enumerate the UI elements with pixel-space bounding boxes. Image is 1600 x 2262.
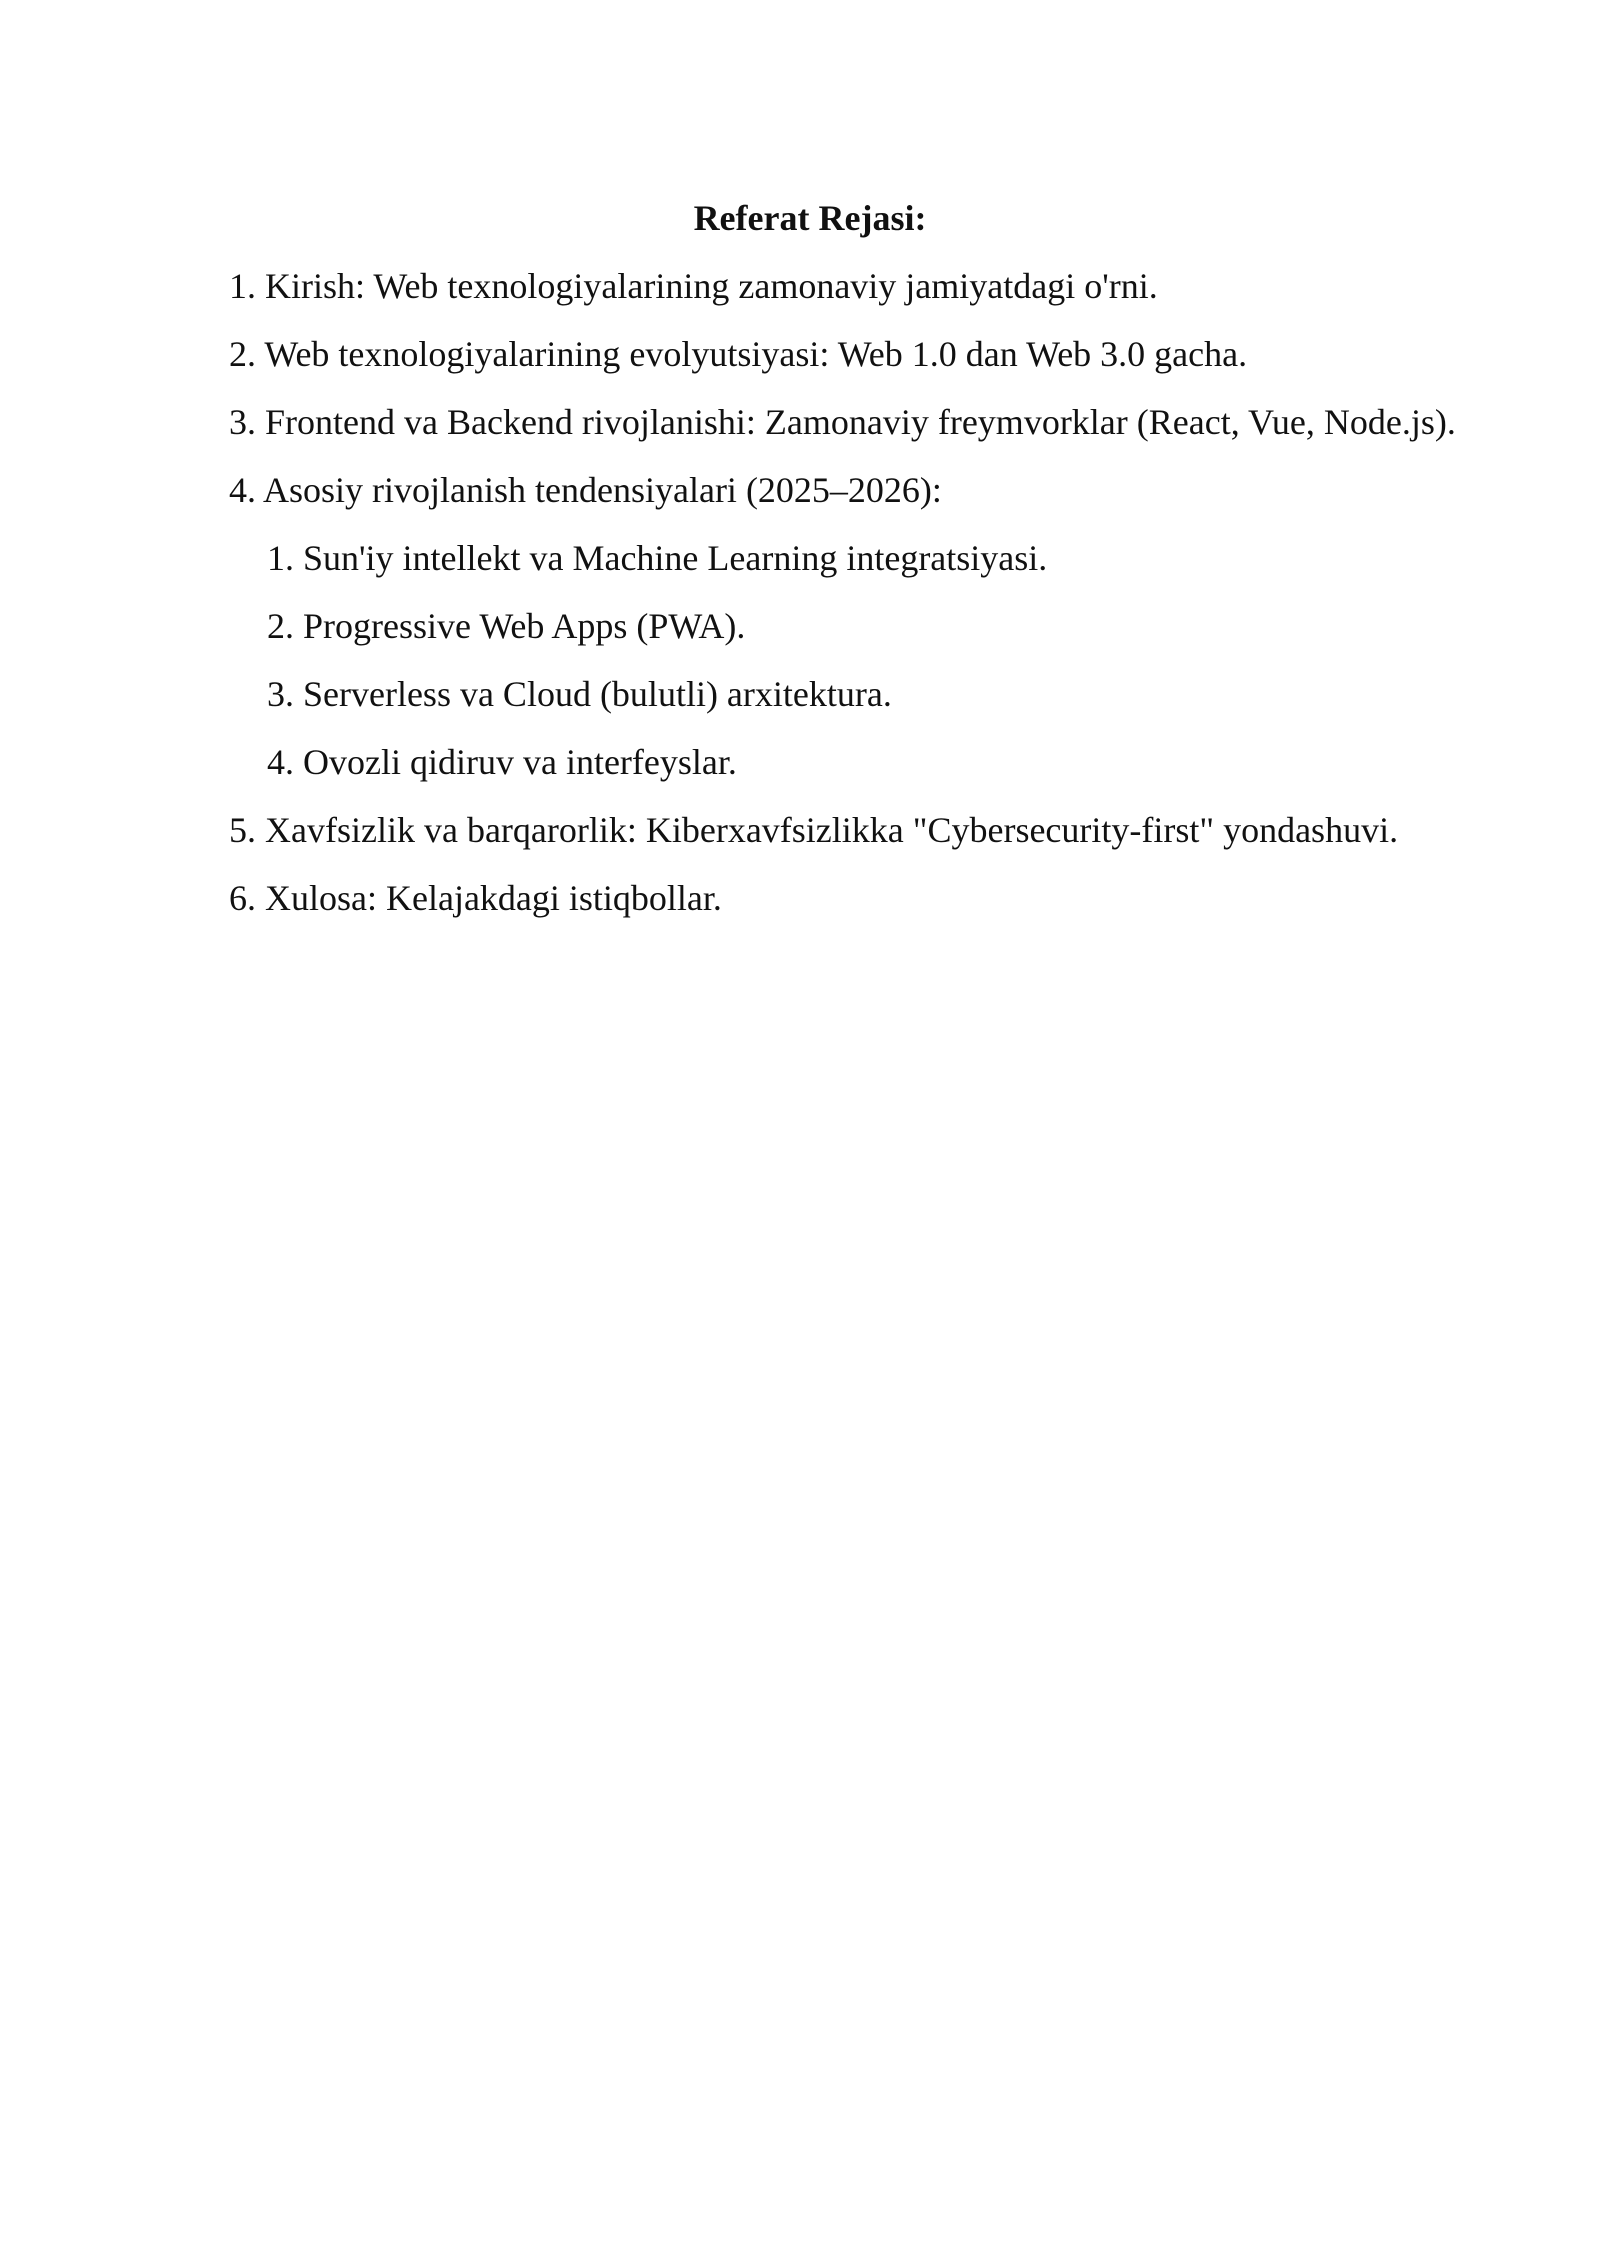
plan-subitem-4-1: 1. Sun'iy intellekt va Machine Learning integratsiyasi.	[267, 538, 1048, 578]
plan-list	[229, 263, 1469, 943]
plan-item-4: 4. Asosiy rivojlanish tendensiyalari (2025–2026):	[229, 470, 942, 510]
plan-item-6: 6. Xulosa: Kelajakdagi istiqbollar.	[229, 878, 722, 918]
page-title: Referat Rejasi:	[693, 198, 927, 238]
plan-item-2: 2. Web texnologiyalarining evolyutsiyasi: Web 1.0 dan Web 3.0 gacha.	[229, 334, 1248, 374]
plan-item-5: 5. Xavfsizlik va barqarorlik: Kiberxavfsizlikka "Cybersecurity-first" yondashuvi.	[229, 810, 1399, 850]
plan-subitem-4-2: 2. Progressive Web Apps (PWA).	[267, 606, 746, 646]
plan-item-1: 1. Kirish: Web texnologiyalarining zamonaviy jamiyatdagi o'rni.	[229, 266, 1158, 306]
plan-subitem-4-3: 3. Serverless va Cloud (bulutli) arxitektura.	[267, 674, 892, 714]
plan-subitem-4-4: 4. Ovozli qidiruv va interfeyslar.	[267, 742, 737, 782]
plan-item-3: 3. Frontend va Backend rivojlanishi: Zamonaviy freymvorklar (React, Vue, Node.js).	[229, 402, 1456, 442]
